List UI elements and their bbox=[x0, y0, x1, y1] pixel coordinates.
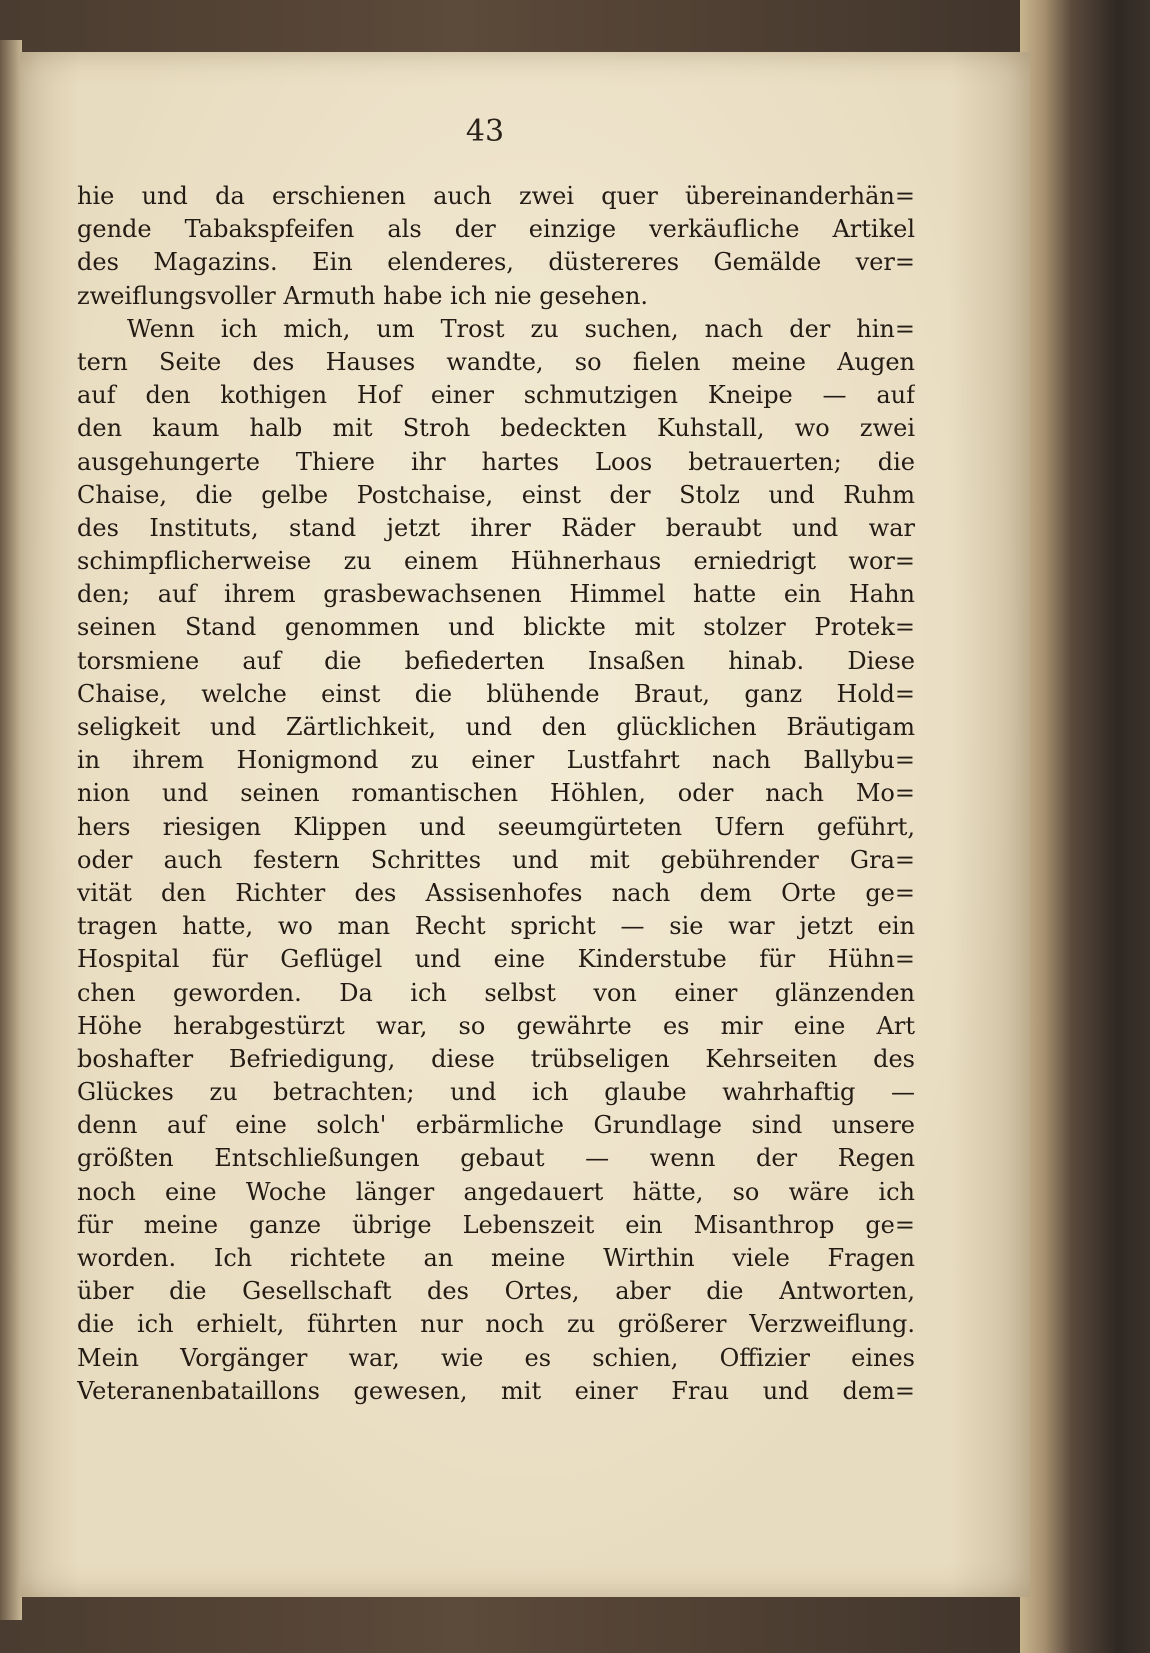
text-line: hie und da erschienen auch zwei quer übereinanderhän= bbox=[77, 182, 915, 210]
text-line: den kaum halb mit Stroh bedeckten Kuhstall, wo zwei bbox=[77, 414, 915, 443]
body-text bbox=[77, 180, 915, 1408]
text-line: Höhe herabgestürzt war, so gewährte es mir eine Art bbox=[77, 1011, 915, 1040]
text-line: hers riesigen Klippen und seeumgürteten Ufern geführt, bbox=[77, 812, 915, 841]
text-line: Veteranenbataillons gewesen, mit einer Frau und dem= bbox=[77, 1376, 915, 1405]
text-line: Chaise, welche einst die blühende Braut, ganz Hold= bbox=[77, 679, 915, 708]
text-line: boshafter Befriedigung, diese trübseligen Kehrseiten des bbox=[77, 1044, 915, 1073]
text-line: vität den Richter des Assisenhofes nach dem Orte ge= bbox=[77, 878, 915, 907]
book-cover-edge bbox=[1020, 0, 1150, 1653]
text-line: in ihrem Honigmond zu einer Lustfahrt nach Ballybu= bbox=[77, 746, 915, 775]
text-line: über die Gesellschaft des Ortes, aber die Antworten, bbox=[77, 1277, 915, 1306]
text-line: für meine ganze übrige Lebenszeit ein Misanthrop ge= bbox=[77, 1210, 915, 1239]
text-line: die ich erhielt, führten nur noch zu größerer Verzweiflung. bbox=[77, 1310, 915, 1339]
left-page-edge bbox=[0, 40, 22, 1620]
text-line: schimpflicherweise zu einem Hühnerhaus erniedrigt wor= bbox=[77, 547, 915, 576]
text-line: Mein Vorgänger war, wie es schien, Offizier eines bbox=[77, 1343, 915, 1372]
text-line: gende Tabakspfeifen als der einzige verkäufliche Artikel bbox=[77, 215, 915, 244]
page-number: 43 bbox=[465, 114, 505, 149]
text-line: worden. Ich richtete an meine Wirthin viele Fragen bbox=[77, 1244, 915, 1272]
text-line: denn auf eine solch' erbärmliche Grundlage sind unsere bbox=[77, 1111, 915, 1140]
text-line: ausgehungerte Thiere ihr hartes Loos betrauerten; die bbox=[77, 447, 915, 476]
text-line: Wenn ich mich, um Trost zu suchen, nach der hin= bbox=[127, 314, 915, 343]
text-line: des Instituts, stand jetzt ihrer Räder beraubt und war bbox=[77, 513, 915, 542]
text-line: Glückes zu betrachten; und ich glaube wahrhaftig — bbox=[77, 1078, 915, 1107]
text-line: tern Seite des Hauses wandte, so fielen meine Augen bbox=[77, 347, 915, 376]
text-line: Chaise, die gelbe Postchaise, einst der Stolz und Ruhm bbox=[77, 480, 915, 509]
text-line: den; auf ihrem grasbewachsenen Himmel hatte ein Hahn bbox=[77, 580, 915, 609]
book-page bbox=[20, 52, 1030, 1597]
text-line: größten Entschließungen gebaut — wenn der Regen bbox=[77, 1144, 915, 1173]
text-line: des Magazins. Ein elenderes, düstereres Gemälde ver= bbox=[77, 248, 915, 277]
text-line: Hospital für Geflügel und eine Kinderstube für Hühn= bbox=[77, 945, 915, 974]
text-line: noch eine Woche länger angedauert hätte, so wäre ich bbox=[77, 1177, 915, 1206]
text-line: chen geworden. Da ich selbst von einer glänzenden bbox=[77, 978, 915, 1007]
text-line: nion und seinen romantischen Höhlen, oder nach Mo= bbox=[77, 779, 915, 808]
text-line: zweiflungsvoller Armuth habe ich nie gesehen. bbox=[77, 281, 649, 310]
text-line: seinen Stand genommen und blickte mit stolzer Protek= bbox=[77, 613, 915, 642]
text-line: auf den kothigen Hof einer schmutzigen Kneipe — auf bbox=[77, 381, 915, 410]
text-line: torsmiene auf die befiederten Insaßen hinab. Diese bbox=[77, 646, 915, 675]
text-line: tragen hatte, wo man Recht spricht — sie war jetzt ein bbox=[77, 912, 915, 941]
text-line: oder auch festern Schrittes und mit gebührender Gra= bbox=[77, 845, 915, 874]
text-line: seligkeit und Zärtlichkeit, und den glücklichen Bräutigam bbox=[77, 713, 915, 741]
